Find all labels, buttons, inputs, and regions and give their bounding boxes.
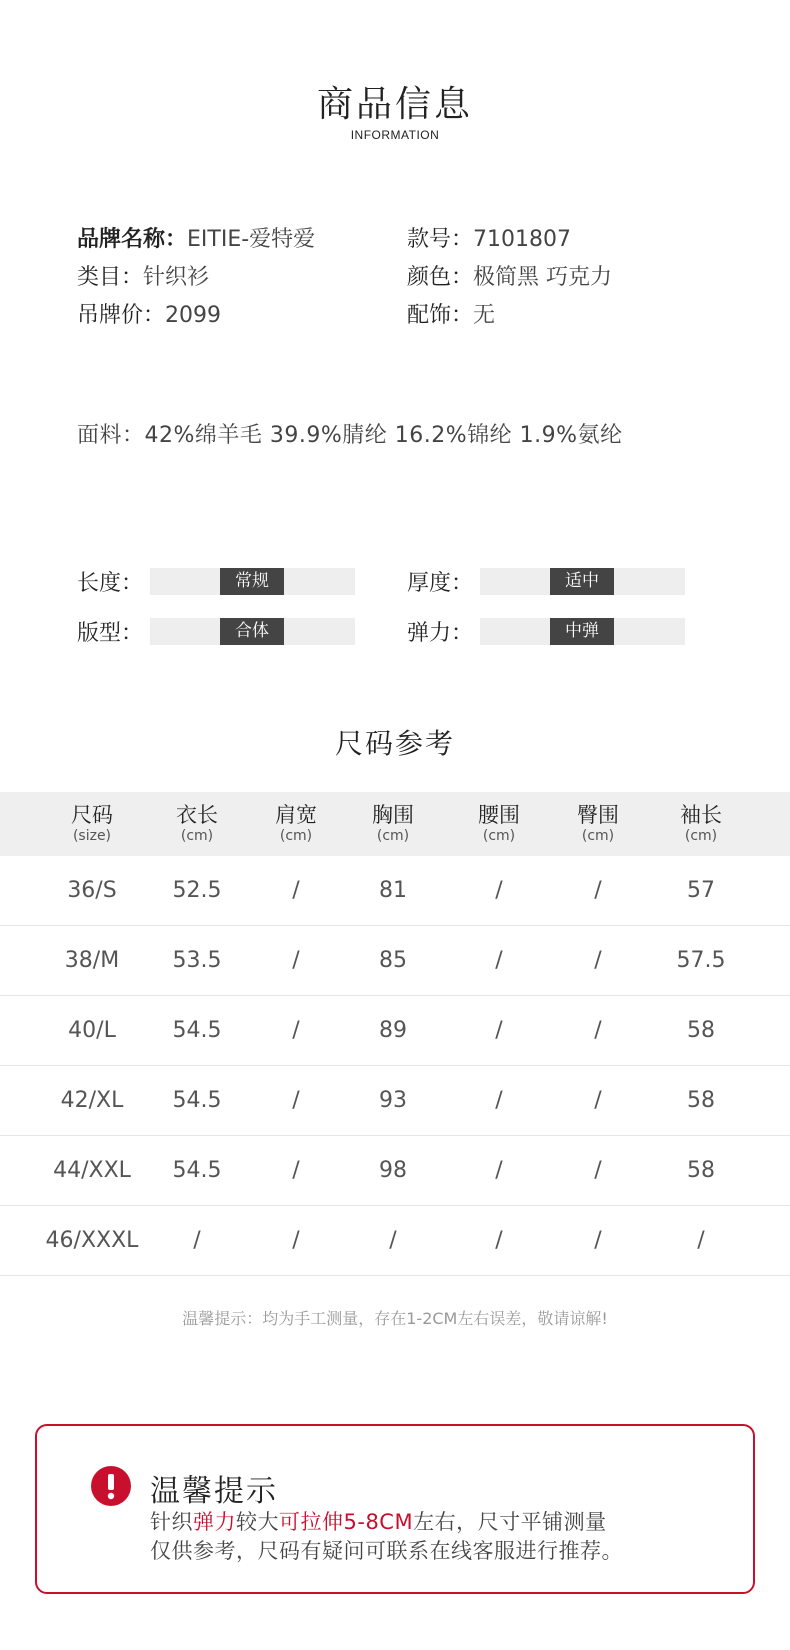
cell-size: 40/L bbox=[68, 1018, 116, 1043]
table-row bbox=[0, 996, 790, 1066]
cell-shoulder: / bbox=[292, 948, 300, 973]
info-row bbox=[77, 256, 737, 294]
cell-hip: / bbox=[594, 1088, 602, 1113]
cell-length: 54.5 bbox=[172, 1158, 222, 1183]
cell-sleeve: 58 bbox=[687, 1158, 715, 1183]
cell-sleeve: 57.5 bbox=[676, 948, 726, 973]
attribute-row bbox=[77, 606, 737, 656]
cell-hip: / bbox=[594, 1018, 602, 1043]
attribute-scale bbox=[480, 618, 685, 645]
info-value: 极简黑 巧克力 bbox=[473, 264, 613, 290]
attribute-value-chip: 合体 bbox=[220, 618, 284, 645]
attribute-label: 版型： bbox=[77, 620, 144, 646]
cell-bust: / bbox=[389, 1228, 397, 1253]
header-hip bbox=[548, 802, 648, 844]
page-title: 商品信息 bbox=[316, 84, 473, 125]
cell-sleeve: 58 bbox=[687, 1088, 715, 1113]
info-label: 颜色： bbox=[407, 264, 474, 290]
info-value: 针织衫 bbox=[143, 264, 210, 290]
cell-bust: 93 bbox=[379, 1088, 407, 1113]
attribute-scale bbox=[150, 568, 355, 595]
header-unit: (size) bbox=[72, 828, 112, 844]
cell-size: 46/XXXL bbox=[45, 1228, 139, 1253]
attribute-label: 长度： bbox=[77, 570, 144, 596]
page-subtitle: INFORMATION bbox=[350, 128, 440, 142]
notice-box bbox=[35, 1424, 755, 1594]
notice-title: 温馨提示 bbox=[150, 1474, 278, 1509]
cell-bust: 85 bbox=[379, 948, 407, 973]
info-style-number bbox=[407, 222, 737, 253]
attribute-scale bbox=[150, 618, 355, 645]
product-info-grid bbox=[77, 218, 737, 332]
header-length bbox=[147, 802, 247, 844]
header-unit: (cm) bbox=[581, 828, 615, 844]
cell-size: 42/XL bbox=[60, 1088, 124, 1113]
cell-sleeve: 58 bbox=[687, 1018, 715, 1043]
cell-shoulder: / bbox=[292, 878, 300, 903]
attribute-length bbox=[77, 566, 407, 597]
header-waist bbox=[449, 802, 549, 844]
attribute-label: 弹力： bbox=[407, 620, 474, 646]
info-brand bbox=[77, 222, 407, 253]
cell-hip: / bbox=[594, 878, 602, 903]
measurement-tip: 温馨提示：均为手工测量，存在1-2CM左右误差，敬请谅解! bbox=[182, 1309, 608, 1328]
header-bust bbox=[343, 802, 443, 844]
notice-line-2: 仅供参考，尺码有疑问可联系在线客服进行推荐。 bbox=[150, 1539, 623, 1563]
info-label: 款号： bbox=[407, 226, 474, 252]
info-category bbox=[77, 260, 407, 291]
cell-shoulder: / bbox=[292, 1228, 300, 1253]
info-label: 配饰： bbox=[407, 302, 474, 328]
header-name: 尺码 bbox=[71, 803, 113, 827]
header-size bbox=[42, 802, 142, 844]
cell-length: 54.5 bbox=[172, 1018, 222, 1043]
fabric-value: 42%绵羊毛 39.9%腈纶 16.2%锦纶 1.9%氨纶 bbox=[144, 423, 623, 448]
info-tag-price bbox=[77, 298, 407, 329]
info-row bbox=[77, 218, 737, 256]
notice-line-1 bbox=[150, 1508, 710, 1537]
attribute-value-chip: 常规 bbox=[220, 568, 284, 595]
header-unit: (cm) bbox=[376, 828, 410, 844]
cell-waist: / bbox=[495, 1158, 503, 1183]
size-chart-title: 尺码参考 bbox=[334, 727, 455, 760]
fabric-composition bbox=[77, 418, 623, 449]
attribute-label: 厚度： bbox=[407, 570, 474, 596]
notice-highlight: 弹力 bbox=[193, 1510, 236, 1534]
info-label: 类目： bbox=[77, 264, 144, 290]
fabric-label: 面料： bbox=[77, 423, 145, 448]
cell-length: 52.5 bbox=[172, 878, 222, 903]
header-name: 肩宽 bbox=[275, 803, 317, 827]
cell-bust: 81 bbox=[379, 878, 407, 903]
cell-waist: / bbox=[495, 1018, 503, 1043]
cell-hip: / bbox=[594, 1158, 602, 1183]
cell-shoulder: / bbox=[292, 1018, 300, 1043]
attribute-thickness bbox=[407, 566, 737, 597]
header-sleeve bbox=[651, 802, 751, 844]
table-row bbox=[0, 856, 790, 926]
header-name: 袖长 bbox=[680, 803, 722, 827]
info-value: 2099 bbox=[165, 302, 222, 328]
table-row bbox=[0, 1206, 790, 1276]
size-table bbox=[0, 792, 790, 1276]
size-table-header bbox=[0, 792, 790, 856]
cell-waist: / bbox=[495, 948, 503, 973]
notice-text-segment: 左右，尺寸平铺测量 bbox=[413, 1510, 607, 1534]
cell-length: / bbox=[193, 1228, 201, 1253]
header-unit: (cm) bbox=[180, 828, 214, 844]
info-row bbox=[77, 294, 737, 332]
notice-text-segment: 较大 bbox=[236, 1510, 279, 1534]
cell-bust: 98 bbox=[379, 1158, 407, 1183]
cell-size: 36/S bbox=[67, 878, 117, 903]
cell-sleeve: / bbox=[697, 1228, 705, 1253]
cell-length: 54.5 bbox=[172, 1088, 222, 1113]
attribute-row bbox=[77, 556, 737, 606]
section-header-information bbox=[0, 84, 790, 142]
attribute-grid bbox=[77, 556, 737, 656]
header-name: 胸围 bbox=[372, 803, 414, 827]
notice-text-segment: 针织 bbox=[150, 1510, 193, 1534]
header-name: 腰围 bbox=[478, 803, 520, 827]
attribute-fit bbox=[77, 616, 407, 647]
cell-size: 44/XXL bbox=[53, 1158, 131, 1183]
cell-bust: 89 bbox=[379, 1018, 407, 1043]
cell-waist: / bbox=[495, 1088, 503, 1113]
info-value: 7101807 bbox=[473, 226, 571, 252]
header-name: 臀围 bbox=[577, 803, 619, 827]
exclamation-icon bbox=[91, 1466, 131, 1506]
header-unit: (cm) bbox=[279, 828, 313, 844]
cell-hip: / bbox=[594, 1228, 602, 1253]
cell-shoulder: / bbox=[292, 1158, 300, 1183]
attribute-elasticity bbox=[407, 616, 737, 647]
info-value: EITIE-爱特爱 bbox=[187, 226, 316, 252]
cell-waist: / bbox=[495, 1228, 503, 1253]
header-shoulder bbox=[246, 802, 346, 844]
cell-size: 38/M bbox=[64, 948, 120, 973]
cell-hip: / bbox=[594, 948, 602, 973]
header-unit: (cm) bbox=[684, 828, 718, 844]
info-value: 无 bbox=[473, 302, 496, 328]
info-label: 吊牌价： bbox=[77, 302, 166, 328]
header-name: 衣长 bbox=[176, 803, 218, 827]
notice-text bbox=[150, 1508, 710, 1566]
info-color bbox=[407, 260, 737, 291]
header-unit: (cm) bbox=[482, 828, 516, 844]
notice-highlight: 可拉伸5-8CM bbox=[279, 1510, 414, 1534]
attribute-value-chip: 中弹 bbox=[550, 618, 614, 645]
attribute-scale bbox=[480, 568, 685, 595]
cell-waist: / bbox=[495, 878, 503, 903]
info-accessories bbox=[407, 298, 737, 329]
attribute-value-chip: 适中 bbox=[550, 568, 614, 595]
table-row bbox=[0, 1136, 790, 1206]
table-row bbox=[0, 1066, 790, 1136]
table-row bbox=[0, 926, 790, 996]
info-label: 品牌名称： bbox=[77, 226, 188, 252]
cell-length: 53.5 bbox=[172, 948, 222, 973]
cell-shoulder: / bbox=[292, 1088, 300, 1113]
cell-sleeve: 57 bbox=[687, 878, 715, 903]
